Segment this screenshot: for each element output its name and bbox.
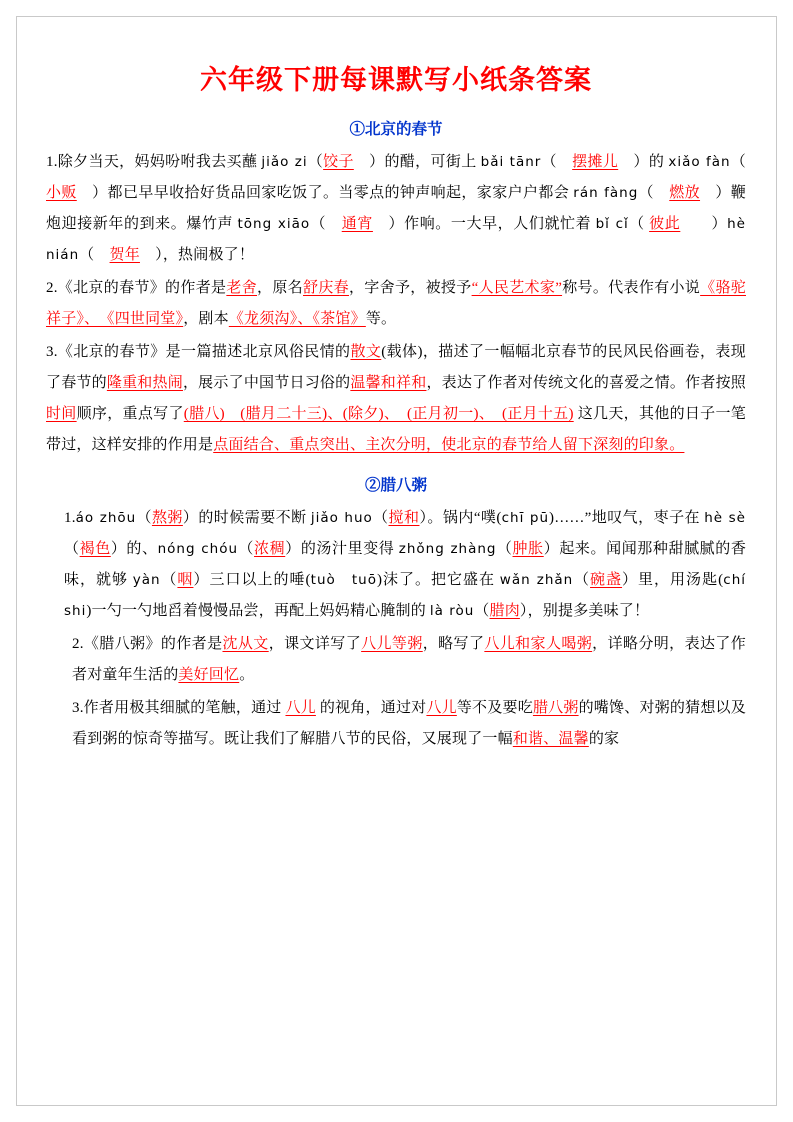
body-text: 等不及要吃 — [456, 700, 533, 716]
pinyin-text: wǎn zhǎn — [499, 572, 574, 588]
body-text: （ — [730, 154, 762, 170]
answer-text: 碗盏 — [590, 572, 623, 588]
pinyin-text: xiǎo fàn — [668, 154, 731, 170]
body-text: ，原名 — [257, 280, 303, 296]
answer-text: 《龙须沟》、《茶馆》 — [228, 311, 366, 327]
paragraph — [46, 337, 746, 461]
answer-text: 彼此 — [649, 216, 681, 232]
body-text: ）的时候需要不断 — [182, 510, 311, 526]
body-text: 顺序，重点写了 — [76, 406, 184, 422]
answer-text: 舒庆春 — [303, 280, 349, 296]
body-text: ，字舍予，被授予 — [348, 280, 472, 296]
pinyin-text: hè nián — [46, 216, 746, 263]
answer-text: 《骆驼祥子》、 《四世同堂》 — [46, 280, 746, 327]
body-text: （ — [496, 541, 513, 557]
body-text: （ — [160, 572, 178, 588]
pinyin-text: jiǎo huo — [310, 510, 373, 526]
pinyin-text: yàn — [132, 572, 161, 588]
body-text: (载体)，描述了一幅幅北京春节的民风民俗画卷，表现了春节的 — [46, 344, 747, 391]
body-text: （ — [307, 154, 324, 170]
page-title: 六年级下册每课默写小纸条答案 — [200, 65, 592, 95]
body-text: 3.作者用极其细腻的笔触，通过 — [72, 700, 286, 716]
body-text: ）的 — [618, 154, 669, 170]
body-text: 2.《腊八粥》的作者是 — [72, 636, 223, 652]
answer-text: 搅和 — [388, 510, 420, 526]
pinyin-text: chí shi — [64, 572, 761, 619]
body-text: （ — [136, 510, 152, 526]
answer-text: 八儿等粥 — [361, 636, 423, 652]
body-text: )沫了。把它盛在 — [377, 572, 500, 588]
paragraph — [46, 503, 761, 627]
section-heading: ①北京的春节 — [349, 121, 443, 138]
pinyin-text: bǐ cǐ — [595, 216, 629, 232]
paragraph — [46, 693, 746, 755]
answer-text: 小贩 — [46, 185, 77, 201]
body-text: （ — [638, 185, 670, 201]
answer-text: 美好回忆 — [178, 667, 240, 683]
body-text: ）起来。闻闻那种甜腻腻的香味，就够 — [64, 541, 747, 588]
answer-text: 贺年 — [109, 247, 140, 263]
body-text: 1.除夕当天，妈妈吩咐我去买蘸 — [46, 154, 262, 170]
answer-text: 点面结合、重点突出、主次分明，使北京的春节给人留下深刻的印象。 — [213, 437, 685, 453]
body-text: ）作响。一大早，人们就忙着 — [372, 216, 596, 232]
body-text: 3.《北京的春节》是一篇描述北京风俗民情的 — [46, 344, 351, 360]
pinyin-text: là ròu — [429, 603, 475, 619]
pinyin-text: jiǎo zi — [261, 154, 308, 170]
section-laba-porridge — [46, 473, 761, 755]
body-text: 称号。代表作有小说 — [562, 280, 701, 296]
body-text: （ — [573, 572, 591, 588]
answer-text: 熬粥 — [151, 510, 183, 526]
body-text: 2.《北京的春节》的作者是 — [46, 280, 227, 296]
answer-text: 隆重和热闹 — [106, 375, 183, 391]
body-text: 这几天，其他的日子一笔带过，这样安排的作用是 — [46, 406, 746, 453]
body-text: ）鞭炮迎接新年的到来。爆竹声 — [46, 185, 747, 232]
answer-text: 和谐、温馨 — [512, 731, 589, 747]
body-text: )一勺一勺地舀着慢慢品尝，再配上妈妈精心腌制的 — [86, 603, 430, 619]
body-text: ）的汤汁里变得 — [285, 541, 399, 557]
body-text: )……”地叹气，枣子在 — [549, 510, 705, 526]
answer-text: 腊肉 — [489, 603, 520, 619]
pinyin-text: tuò tuō — [310, 572, 377, 588]
body-text: 的嘴馋、对粥的猜想以及看到粥的惊奇等描写。既让我们了解腊八节的民俗，又展现了一幅 — [72, 700, 746, 747]
body-text: ，略写了 — [422, 636, 485, 652]
body-text: ，表达了作者对传统文化的喜爱之情。作者按照 — [426, 375, 746, 391]
body-text: ，课文详写了 — [268, 636, 362, 652]
answer-text: 八儿 — [285, 700, 316, 716]
body-text: （ — [474, 603, 490, 619]
paragraph — [46, 273, 746, 335]
answer-text: 老舍 — [226, 280, 258, 296]
body-text: （ — [541, 154, 573, 170]
body-text: 等。 — [365, 311, 397, 327]
section-heading: ②腊八粥 — [364, 477, 427, 494]
body-text: 的家 — [588, 731, 620, 747]
body-text: ，剧本 — [183, 311, 229, 327]
pinyin-text: hè sè — [704, 510, 746, 526]
body-text: ，详略分明，表达了作者对童年生活的 — [72, 636, 746, 683]
answer-text: 散文 — [350, 344, 382, 360]
body-text: （ — [310, 216, 342, 232]
body-text: ）的、 — [110, 541, 158, 557]
answer-text: 温馨和祥和 — [350, 375, 427, 391]
answer-text: 时间 — [46, 406, 77, 422]
body-text: ）的醋，可街上 — [353, 154, 481, 170]
answer-text: (腊八) (腊月二十三)、(除夕)、 (正月初一)、 (正月十五) — [183, 406, 574, 422]
body-text: （ — [628, 216, 650, 232]
body-text: 的视角，通过对 — [315, 700, 427, 716]
pinyin-text: zhǒng zhàng — [398, 541, 497, 557]
body-text: （ — [372, 510, 389, 526]
body-text: （ — [64, 541, 80, 557]
answer-text: 八儿和家人喝粥 — [484, 636, 593, 652]
body-text: ）里，用汤匙( — [622, 572, 724, 588]
answer-text: 浓稠 — [254, 541, 286, 557]
answer-text: 燃放 — [669, 185, 701, 201]
body-text: 1. — [64, 510, 76, 526]
answer-text: “人民艺术家” — [471, 280, 563, 296]
body-text: （ — [79, 247, 110, 263]
pinyin-text: tōng xiāo — [237, 216, 311, 232]
body-text: ）。锅内“噗( — [419, 510, 502, 526]
body-text: ） — [680, 216, 728, 232]
answer-text: 肿胀 — [512, 541, 544, 557]
pinyin-text: rán fàng — [573, 185, 639, 201]
answer-text: 咽 — [177, 572, 194, 588]
paragraph — [46, 147, 762, 271]
body-text: ）三口以上的唾( — [193, 572, 311, 588]
answer-text: 通宵 — [341, 216, 373, 232]
answer-text: 腊八粥 — [532, 700, 579, 716]
paragraph — [46, 629, 746, 691]
answer-text: 摆摊儿 — [572, 154, 619, 170]
pinyin-text: chī pū — [501, 510, 550, 526]
pinyin-text: áo zhōu — [75, 510, 137, 526]
body-text: 。 — [239, 667, 255, 683]
answer-text: 八儿 — [426, 700, 457, 716]
answer-text: 饺子 — [323, 154, 354, 170]
body-text: （ — [238, 541, 255, 557]
body-text: ，展示了中国节日习俗的 — [182, 375, 351, 391]
body-text: ），别提多美味了！ — [519, 603, 650, 619]
body-text: ）都已早早收拾好货品回家吃饭了。当零点的钟声响起，家家户户都会 — [76, 185, 574, 201]
pinyin-text: nóng chóu — [157, 541, 239, 557]
pinyin-text: bǎi tānr — [480, 154, 542, 170]
document-content — [46, 44, 762, 757]
body-text: ），热闹极了！ — [139, 247, 255, 263]
answer-text: 褐色 — [79, 541, 111, 557]
section-beijing-spring-festival — [46, 117, 762, 461]
answer-text: 沈从文 — [222, 636, 269, 652]
